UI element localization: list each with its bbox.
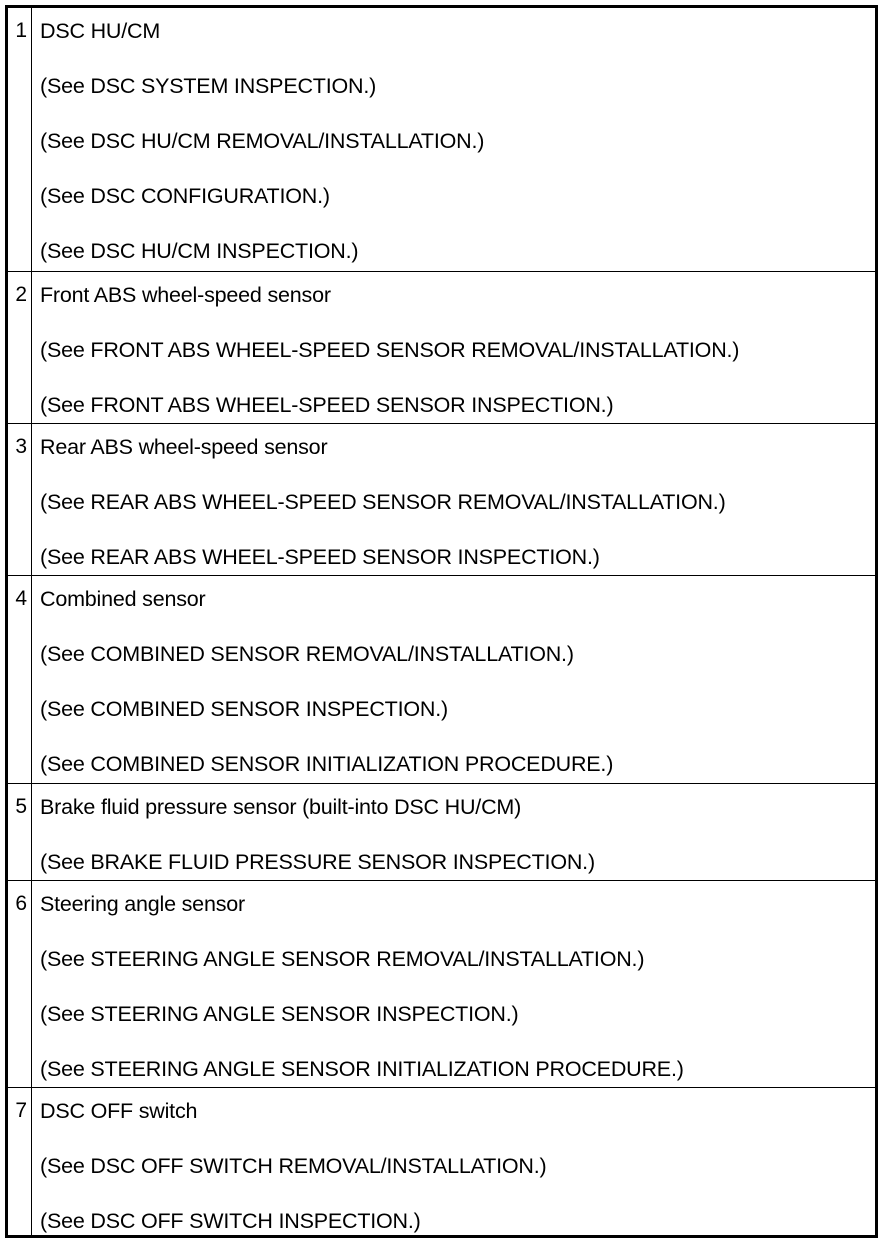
row-number: 2	[8, 272, 32, 423]
row-number: 1	[8, 8, 32, 271]
table-row	[8, 784, 875, 881]
row-content	[32, 881, 875, 1087]
row-number: 6	[8, 881, 32, 1087]
reference-link[interactable]: (See FRONT ABS WHEEL-SPEED SENSOR REMOVAL/INSTALLATION.)	[40, 338, 740, 362]
reference-link[interactable]: (See FRONT ABS WHEEL-SPEED SENSOR INSPECTION.)	[40, 393, 614, 417]
row-content	[32, 784, 875, 880]
table-row	[8, 272, 875, 424]
row-content	[32, 272, 875, 423]
component-title: Steering angle sensor	[40, 892, 245, 916]
reference-link[interactable]: (See DSC OFF SWITCH REMOVAL/INSTALLATION.)	[40, 1154, 547, 1178]
row-number: 7	[8, 1088, 32, 1235]
reference-link[interactable]: (See DSC CONFIGURATION.)	[40, 184, 330, 208]
component-title: Front ABS wheel-speed sensor	[40, 283, 331, 307]
reference-link[interactable]: (See REAR ABS WHEEL-SPEED SENSOR REMOVAL/INSTALLATION.)	[40, 490, 726, 514]
component-reference-table	[5, 5, 878, 1238]
reference-link[interactable]: (See REAR ABS WHEEL-SPEED SENSOR INSPECTION.)	[40, 545, 600, 569]
reference-link[interactable]: (See STEERING ANGLE SENSOR INITIALIZATION PROCEDURE.)	[40, 1057, 684, 1081]
component-title: Brake fluid pressure sensor (built-into DSC HU/CM)	[40, 795, 522, 819]
reference-link[interactable]: (See DSC SYSTEM INSPECTION.)	[40, 74, 377, 98]
component-title: DSC HU/CM	[40, 19, 161, 43]
reference-link[interactable]: (See STEERING ANGLE SENSOR INSPECTION.)	[40, 1002, 519, 1026]
table-row	[8, 1088, 875, 1235]
table-row	[8, 8, 875, 272]
row-number: 3	[8, 424, 32, 575]
row-number: 4	[8, 576, 32, 783]
table-row	[8, 881, 875, 1088]
row-content	[32, 424, 875, 575]
row-content	[32, 8, 875, 271]
table-row	[8, 424, 875, 576]
reference-link[interactable]: (See COMBINED SENSOR INITIALIZATION PROCEDURE.)	[40, 752, 614, 776]
reference-link[interactable]: (See STEERING ANGLE SENSOR REMOVAL/INSTALLATION.)	[40, 947, 645, 971]
reference-link[interactable]: (See DSC HU/CM INSPECTION.)	[40, 239, 359, 263]
reference-link[interactable]: (See COMBINED SENSOR REMOVAL/INSTALLATION.)	[40, 642, 574, 666]
component-title: Combined sensor	[40, 587, 206, 611]
component-title: DSC OFF switch	[40, 1099, 198, 1123]
reference-link[interactable]: (See BRAKE FLUID PRESSURE SENSOR INSPECTION.)	[40, 850, 595, 874]
row-content	[32, 1088, 875, 1235]
reference-link[interactable]: (See DSC OFF SWITCH INSPECTION.)	[40, 1209, 421, 1233]
table-row	[8, 576, 875, 784]
reference-link[interactable]: (See DSC HU/CM REMOVAL/INSTALLATION.)	[40, 129, 485, 153]
reference-link[interactable]: (See COMBINED SENSOR INSPECTION.)	[40, 697, 448, 721]
row-content	[32, 576, 875, 783]
row-number: 5	[8, 784, 32, 880]
component-title: Rear ABS wheel-speed sensor	[40, 435, 328, 459]
